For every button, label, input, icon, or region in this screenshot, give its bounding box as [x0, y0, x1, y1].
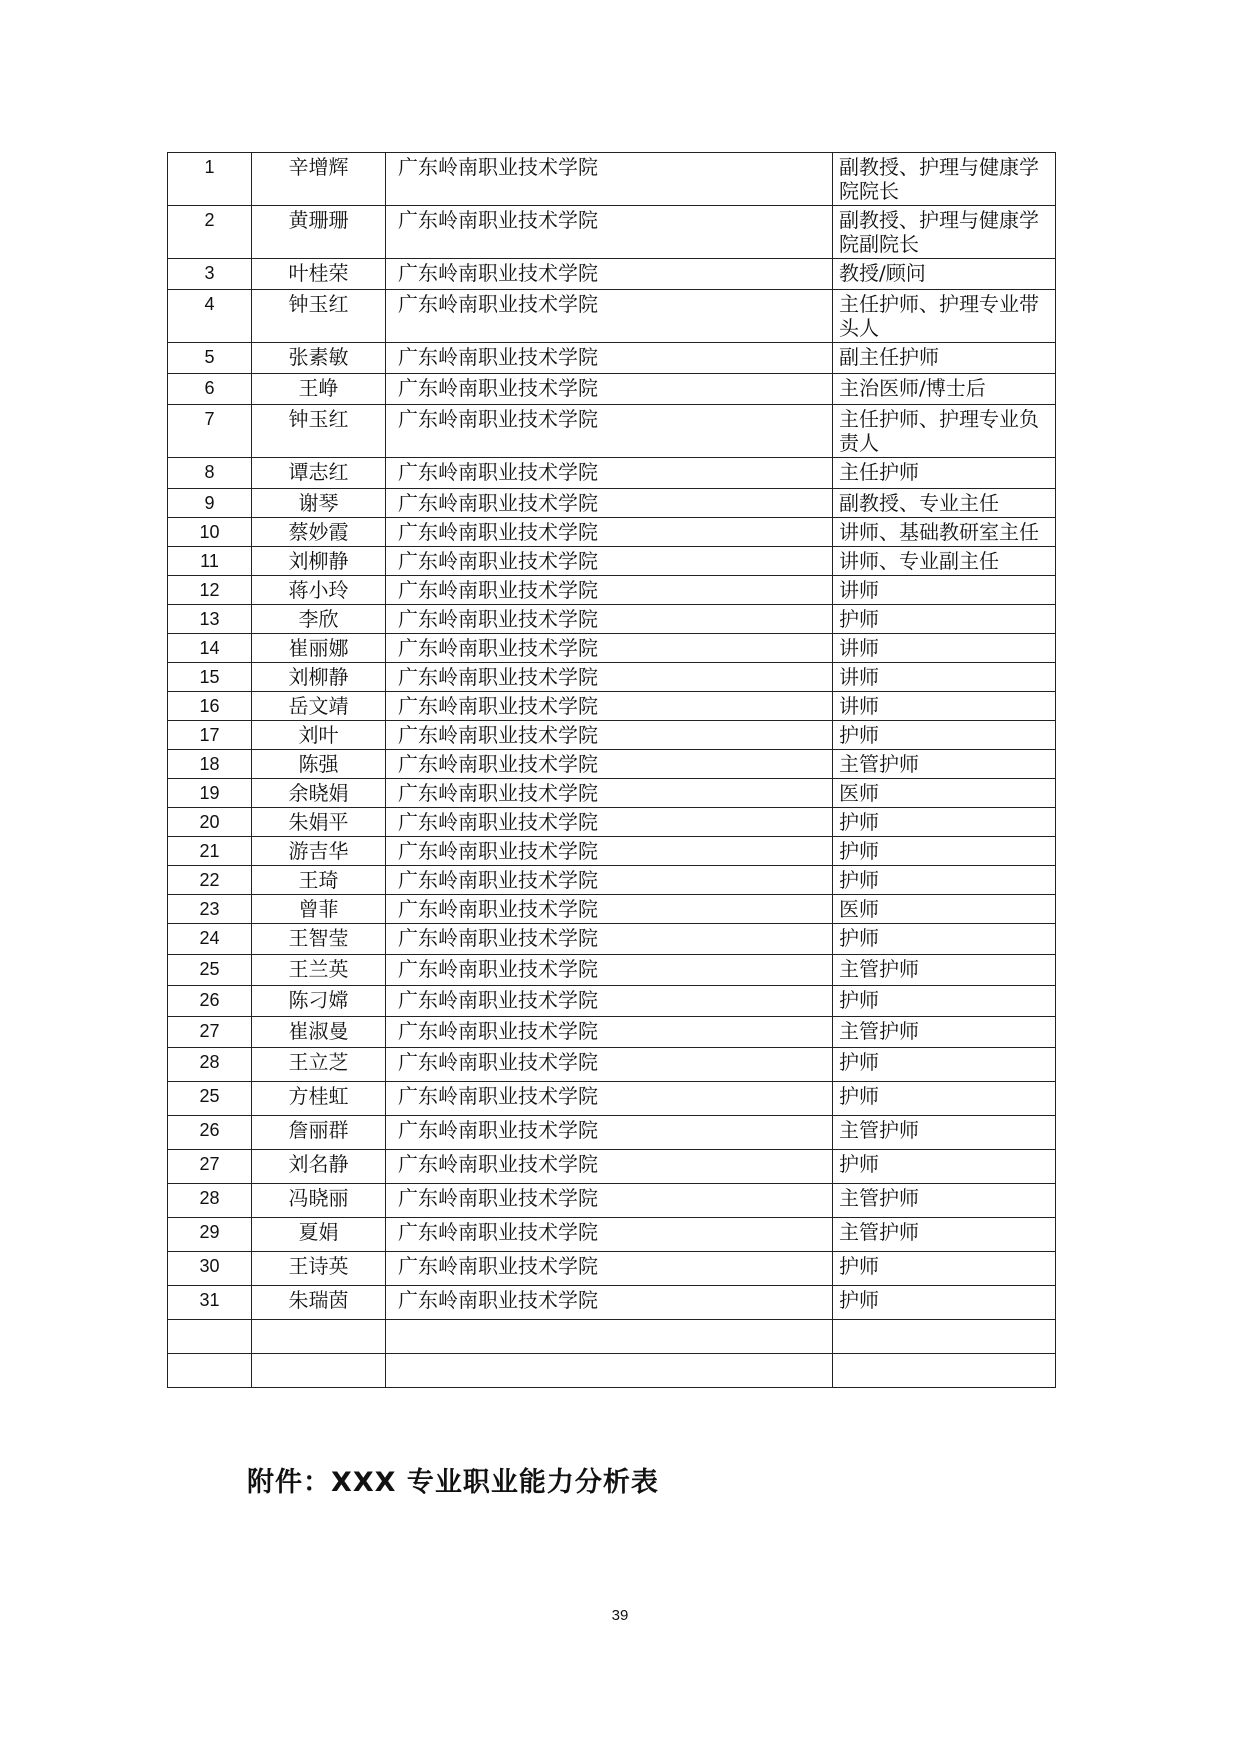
staff-table-body [168, 153, 1056, 1388]
work-unit: 广东岭南职业技术学院 [386, 343, 833, 374]
work-unit: 广东岭南职业技术学院 [386, 153, 833, 206]
person-name: 陈强 [252, 750, 386, 779]
job-title: 护师 [833, 1286, 1056, 1320]
row-number: 26 [168, 1116, 252, 1150]
work-unit: 广东岭南职业技术学院 [386, 1218, 833, 1252]
work-unit: 广东岭南职业技术学院 [386, 405, 833, 458]
person-name: 叶桂荣 [252, 259, 386, 290]
work-unit: 广东岭南职业技术学院 [386, 1286, 833, 1320]
empty-cell [168, 1320, 252, 1354]
row-number: 27 [168, 1150, 252, 1184]
table-row [168, 808, 1056, 837]
job-title: 讲师 [833, 576, 1056, 605]
table-row [168, 343, 1056, 374]
job-title: 护师 [833, 808, 1056, 837]
row-number: 11 [168, 547, 252, 576]
row-number: 12 [168, 576, 252, 605]
job-title: 讲师 [833, 692, 1056, 721]
work-unit: 广东岭南职业技术学院 [386, 458, 833, 489]
job-title: 护师 [833, 1048, 1056, 1082]
table-row [168, 1286, 1056, 1320]
person-name: 谭志红 [252, 458, 386, 489]
staff-table [167, 152, 1056, 1388]
job-title: 护师 [833, 605, 1056, 634]
empty-cell [833, 1320, 1056, 1354]
person-name: 蔡妙霞 [252, 518, 386, 547]
table-row [168, 750, 1056, 779]
row-number: 20 [168, 808, 252, 837]
table-row [168, 576, 1056, 605]
work-unit: 广东岭南职业技术学院 [386, 259, 833, 290]
row-number: 4 [168, 290, 252, 343]
job-title: 护师 [833, 721, 1056, 750]
work-unit: 广东岭南职业技术学院 [386, 924, 833, 955]
table-row [168, 290, 1056, 343]
row-number: 7 [168, 405, 252, 458]
work-unit: 广东岭南职业技术学院 [386, 986, 833, 1017]
empty-table-row [168, 1354, 1056, 1388]
job-title: 讲师 [833, 634, 1056, 663]
table-row [168, 924, 1056, 955]
table-row [168, 955, 1056, 986]
table-row [168, 986, 1056, 1017]
table-row [168, 405, 1056, 458]
row-number: 24 [168, 924, 252, 955]
work-unit: 广东岭南职业技术学院 [386, 1116, 833, 1150]
row-number: 6 [168, 374, 252, 405]
table-row [168, 779, 1056, 808]
row-number: 5 [168, 343, 252, 374]
work-unit: 广东岭南职业技术学院 [386, 518, 833, 547]
job-title: 医师 [833, 779, 1056, 808]
table-row [168, 1184, 1056, 1218]
table-row [168, 1082, 1056, 1116]
work-unit: 广东岭南职业技术学院 [386, 206, 833, 259]
table-row [168, 692, 1056, 721]
person-name: 朱娟平 [252, 808, 386, 837]
person-name: 崔丽娜 [252, 634, 386, 663]
work-unit: 广东岭南职业技术学院 [386, 663, 833, 692]
table-row [168, 206, 1056, 259]
work-unit: 广东岭南职业技术学院 [386, 1082, 833, 1116]
row-number: 17 [168, 721, 252, 750]
person-name: 朱瑞茵 [252, 1286, 386, 1320]
row-number: 19 [168, 779, 252, 808]
person-name: 刘叶 [252, 721, 386, 750]
work-unit: 广东岭南职业技术学院 [386, 895, 833, 924]
row-number: 16 [168, 692, 252, 721]
person-name: 王琦 [252, 866, 386, 895]
work-unit: 广东岭南职业技术学院 [386, 837, 833, 866]
work-unit: 广东岭南职业技术学院 [386, 692, 833, 721]
empty-cell [252, 1320, 386, 1354]
table-row [168, 1048, 1056, 1082]
job-title: 讲师 [833, 663, 1056, 692]
empty-cell [168, 1354, 252, 1388]
table-row [168, 1252, 1056, 1286]
person-name: 辛增辉 [252, 153, 386, 206]
person-name: 夏娟 [252, 1218, 386, 1252]
person-name: 钟玉红 [252, 290, 386, 343]
row-number: 29 [168, 1218, 252, 1252]
person-name: 曾菲 [252, 895, 386, 924]
job-title: 副教授、护理与健康学院院长 [833, 153, 1056, 206]
row-number: 27 [168, 1017, 252, 1048]
work-unit: 广东岭南职业技术学院 [386, 866, 833, 895]
table-row [168, 663, 1056, 692]
person-name: 冯晓丽 [252, 1184, 386, 1218]
work-unit: 广东岭南职业技术学院 [386, 489, 833, 518]
person-name: 岳文靖 [252, 692, 386, 721]
empty-cell [386, 1354, 833, 1388]
row-number: 23 [168, 895, 252, 924]
job-title: 副教授、专业主任 [833, 489, 1056, 518]
empty-table-row [168, 1320, 1056, 1354]
work-unit: 广东岭南职业技术学院 [386, 808, 833, 837]
work-unit: 广东岭南职业技术学院 [386, 290, 833, 343]
row-number: 21 [168, 837, 252, 866]
empty-cell [833, 1354, 1056, 1388]
job-title: 护师 [833, 866, 1056, 895]
person-name: 詹丽群 [252, 1116, 386, 1150]
row-number: 3 [168, 259, 252, 290]
job-title: 主管护师 [833, 1184, 1056, 1218]
table-row [168, 153, 1056, 206]
job-title: 主任护师 [833, 458, 1056, 489]
person-name: 谢琴 [252, 489, 386, 518]
work-unit: 广东岭南职业技术学院 [386, 721, 833, 750]
row-number: 8 [168, 458, 252, 489]
table-row [168, 605, 1056, 634]
work-unit: 广东岭南职业技术学院 [386, 1184, 833, 1218]
person-name: 方桂虹 [252, 1082, 386, 1116]
row-number: 15 [168, 663, 252, 692]
row-number: 25 [168, 1082, 252, 1116]
table-row [168, 866, 1056, 895]
job-title: 护师 [833, 1252, 1056, 1286]
job-title: 主管护师 [833, 1017, 1056, 1048]
work-unit: 广东岭南职业技术学院 [386, 1048, 833, 1082]
table-row [168, 458, 1056, 489]
job-title: 讲师、专业副主任 [833, 547, 1056, 576]
person-name: 陈刁嫦 [252, 986, 386, 1017]
row-number: 28 [168, 1184, 252, 1218]
row-number: 14 [168, 634, 252, 663]
appendix-title: 附件：XXX 专业职业能力分析表 [247, 1467, 659, 1498]
job-title: 主治医师/博士后 [833, 374, 1056, 405]
work-unit: 广东岭南职业技术学院 [386, 374, 833, 405]
person-name: 刘名静 [252, 1150, 386, 1184]
person-name: 余晓娟 [252, 779, 386, 808]
job-title: 护师 [833, 837, 1056, 866]
work-unit: 广东岭南职业技术学院 [386, 779, 833, 808]
person-name: 王峥 [252, 374, 386, 405]
row-number: 10 [168, 518, 252, 547]
work-unit: 广东岭南职业技术学院 [386, 955, 833, 986]
row-number: 18 [168, 750, 252, 779]
person-name: 王立芝 [252, 1048, 386, 1082]
table-row [168, 895, 1056, 924]
job-title: 主管护师 [833, 1116, 1056, 1150]
person-name: 张素敏 [252, 343, 386, 374]
job-title: 主管护师 [833, 1218, 1056, 1252]
page-number: 39 [611, 1607, 629, 1624]
job-title: 教授/顾问 [833, 259, 1056, 290]
table-row [168, 547, 1056, 576]
job-title: 护师 [833, 1082, 1056, 1116]
person-name: 崔淑曼 [252, 1017, 386, 1048]
work-unit: 广东岭南职业技术学院 [386, 1252, 833, 1286]
empty-cell [386, 1320, 833, 1354]
work-unit: 广东岭南职业技术学院 [386, 634, 833, 663]
person-name: 蒋小玲 [252, 576, 386, 605]
job-title: 医师 [833, 895, 1056, 924]
job-title: 主任护师、护理专业负责人 [833, 405, 1056, 458]
work-unit: 广东岭南职业技术学院 [386, 1017, 833, 1048]
person-name: 游吉华 [252, 837, 386, 866]
table-row [168, 489, 1056, 518]
work-unit: 广东岭南职业技术学院 [386, 547, 833, 576]
job-title: 主管护师 [833, 955, 1056, 986]
person-name: 王诗英 [252, 1252, 386, 1286]
job-title: 副主任护师 [833, 343, 1056, 374]
work-unit: 广东岭南职业技术学院 [386, 576, 833, 605]
person-name: 黄珊珊 [252, 206, 386, 259]
table-row [168, 1017, 1056, 1048]
row-number: 22 [168, 866, 252, 895]
job-title: 护师 [833, 924, 1056, 955]
job-title: 护师 [833, 1150, 1056, 1184]
job-title: 主管护师 [833, 750, 1056, 779]
work-unit: 广东岭南职业技术学院 [386, 1150, 833, 1184]
table-row [168, 1150, 1056, 1184]
person-name: 李欣 [252, 605, 386, 634]
row-number: 2 [168, 206, 252, 259]
person-name: 钟玉红 [252, 405, 386, 458]
table-row [168, 721, 1056, 750]
row-number: 1 [168, 153, 252, 206]
table-row [168, 374, 1056, 405]
row-number: 30 [168, 1252, 252, 1286]
person-name: 刘柳静 [252, 663, 386, 692]
row-number: 25 [168, 955, 252, 986]
empty-cell [252, 1354, 386, 1388]
job-title: 副教授、护理与健康学院副院长 [833, 206, 1056, 259]
table-row [168, 1116, 1056, 1150]
job-title: 主任护师、护理专业带头人 [833, 290, 1056, 343]
row-number: 28 [168, 1048, 252, 1082]
person-name: 王兰英 [252, 955, 386, 986]
work-unit: 广东岭南职业技术学院 [386, 605, 833, 634]
table-row [168, 518, 1056, 547]
job-title: 讲师、基础教研室主任 [833, 518, 1056, 547]
person-name: 刘柳静 [252, 547, 386, 576]
row-number: 31 [168, 1286, 252, 1320]
job-title: 护师 [833, 986, 1056, 1017]
table-row [168, 837, 1056, 866]
row-number: 13 [168, 605, 252, 634]
row-number: 26 [168, 986, 252, 1017]
row-number: 9 [168, 489, 252, 518]
table-row [168, 259, 1056, 290]
table-row [168, 634, 1056, 663]
table-row [168, 1218, 1056, 1252]
person-name: 王智莹 [252, 924, 386, 955]
work-unit: 广东岭南职业技术学院 [386, 750, 833, 779]
